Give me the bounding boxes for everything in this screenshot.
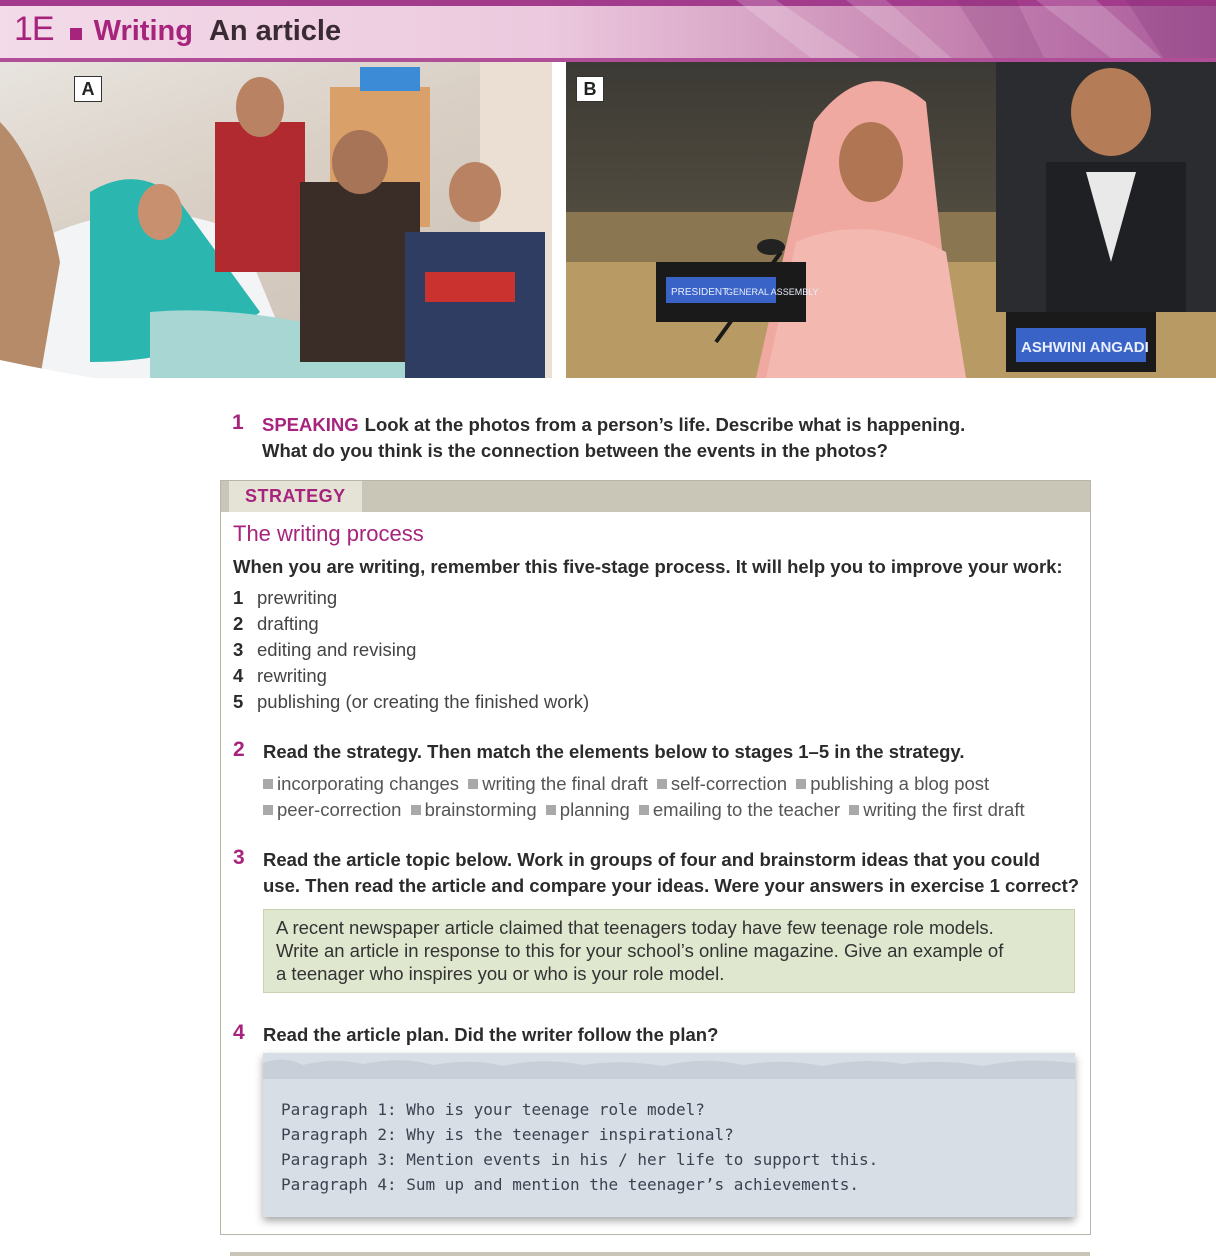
word-bank-row-2	[263, 797, 1029, 823]
photo-a-label: A	[74, 76, 102, 102]
square-bullet-icon	[468, 779, 478, 789]
stage-text: editing and revising	[257, 639, 417, 660]
nameplate-text-3: ASHWINI ANGADI	[1021, 339, 1149, 356]
square-bullet-icon	[411, 805, 421, 815]
bottom-rule	[230, 1252, 1090, 1256]
stage-item	[233, 613, 589, 639]
strategy-tag: STRATEGY	[229, 481, 362, 512]
exercise-1	[232, 411, 1092, 471]
exercise-1-number: 1	[232, 411, 244, 434]
stage-number: 3	[233, 639, 244, 660]
strategy-heading: The writing process	[233, 521, 424, 546]
stage-text: drafting	[257, 613, 319, 634]
article-plan-note	[263, 1053, 1075, 1217]
square-bullet-icon	[639, 805, 649, 815]
stage-item	[233, 691, 589, 717]
nameplate-text-2: GENERAL ASSEMBLY	[726, 287, 819, 297]
stage-text: rewriting	[257, 665, 327, 686]
strategy-box	[220, 480, 1091, 1235]
square-bullet-icon	[657, 779, 667, 789]
exercise-3-instruction	[263, 847, 1079, 899]
article-topic-box	[263, 909, 1075, 993]
nameplate-text-1: PRESIDENT	[671, 287, 729, 298]
topic-line-2: Write an article in response to this for your school’s online magazine. Give an example of	[276, 940, 1004, 961]
square-bullet-icon	[849, 805, 859, 815]
photo-b-label: B	[576, 76, 604, 102]
stage-number: 1	[233, 587, 244, 608]
word-bank-row-1	[263, 771, 1029, 797]
exercise-4-number: 4	[233, 1021, 245, 1044]
plan-line: Paragraph 4: Sum up and mention the teenager’s achievements.	[281, 1175, 859, 1194]
exercise-4-instruction: Read the article plan. Did the writer follow the plan?	[263, 1024, 719, 1045]
stage-text: publishing (or creating the finished work)	[257, 691, 590, 712]
word-bank-item: brainstorming	[411, 799, 537, 820]
exercise-3-line-1: Read the article topic below. Work in groups of four and brainstorm ideas that you could	[263, 849, 1041, 870]
header-banner	[0, 0, 1216, 62]
word-bank-item: publishing a blog post	[796, 773, 989, 794]
banner-decoration	[696, 0, 1216, 62]
stage-item	[233, 665, 589, 691]
word-bank-item: writing the first draft	[849, 799, 1024, 820]
square-bullet-icon	[263, 779, 273, 789]
stage-number: 4	[233, 665, 244, 686]
stage-item	[233, 639, 589, 665]
stage-text: prewriting	[257, 587, 338, 608]
topic-line-3: a teenager who inspires you or who is your role model.	[276, 963, 725, 984]
speaking-keyword: SPEAKING	[262, 414, 359, 435]
stage-list	[233, 587, 589, 717]
square-bullet-icon	[796, 779, 806, 789]
stage-item	[233, 587, 589, 613]
exercise-2-instruction: Read the strategy. Then match the elements below to stages 1–5 in the strategy.	[263, 741, 965, 762]
plan-line: Paragraph 2: Why is the teenager inspirational?	[281, 1125, 734, 1144]
exercise-2-number: 2	[233, 738, 245, 761]
square-bullet-icon	[70, 28, 82, 40]
stage-number: 2	[233, 613, 244, 634]
square-bullet-icon	[263, 805, 273, 815]
exercise-3-line-2: use. Then read the article and compare your ideas. Were your answers in exercise 1 correct?	[263, 875, 1080, 896]
word-bank-item: self-correction	[657, 773, 787, 794]
exercise-1-line-1: Look at the photos from a person’s life. Describe what is happening.	[364, 414, 966, 435]
word-bank-item: writing the final draft	[468, 773, 648, 794]
square-bullet-icon	[546, 805, 556, 815]
topic-line-1: A recent newspaper article claimed that teenagers today have few teenage role models.	[276, 917, 994, 938]
plan-line: Paragraph 3: Mention events in his / her life to support this.	[281, 1150, 879, 1169]
word-bank-item: emailing to the teacher	[639, 799, 840, 820]
exercise-3-number: 3	[233, 846, 245, 869]
unit-code: 1E	[14, 10, 54, 48]
plan-lines	[281, 1097, 878, 1197]
torn-edge	[263, 1053, 1075, 1079]
word-bank-item: incorporating changes	[263, 773, 459, 794]
exercise-1-line-2: What do you think is the connection between the events in the photos?	[262, 440, 888, 461]
section-name: Writing	[93, 15, 193, 47]
word-bank-item: planning	[546, 799, 630, 820]
word-bank-item: peer-correction	[263, 799, 401, 820]
lesson-title: An article	[208, 15, 342, 47]
word-bank	[263, 771, 1029, 823]
stage-number: 5	[233, 691, 244, 712]
strategy-intro: When you are writing, remember this five-stage process. It will help you to improve your work:	[233, 556, 1063, 577]
lesson-header	[14, 10, 341, 49]
exercise-1-text	[262, 412, 965, 464]
plan-line: Paragraph 1: Who is your teenage role model?	[281, 1100, 705, 1119]
